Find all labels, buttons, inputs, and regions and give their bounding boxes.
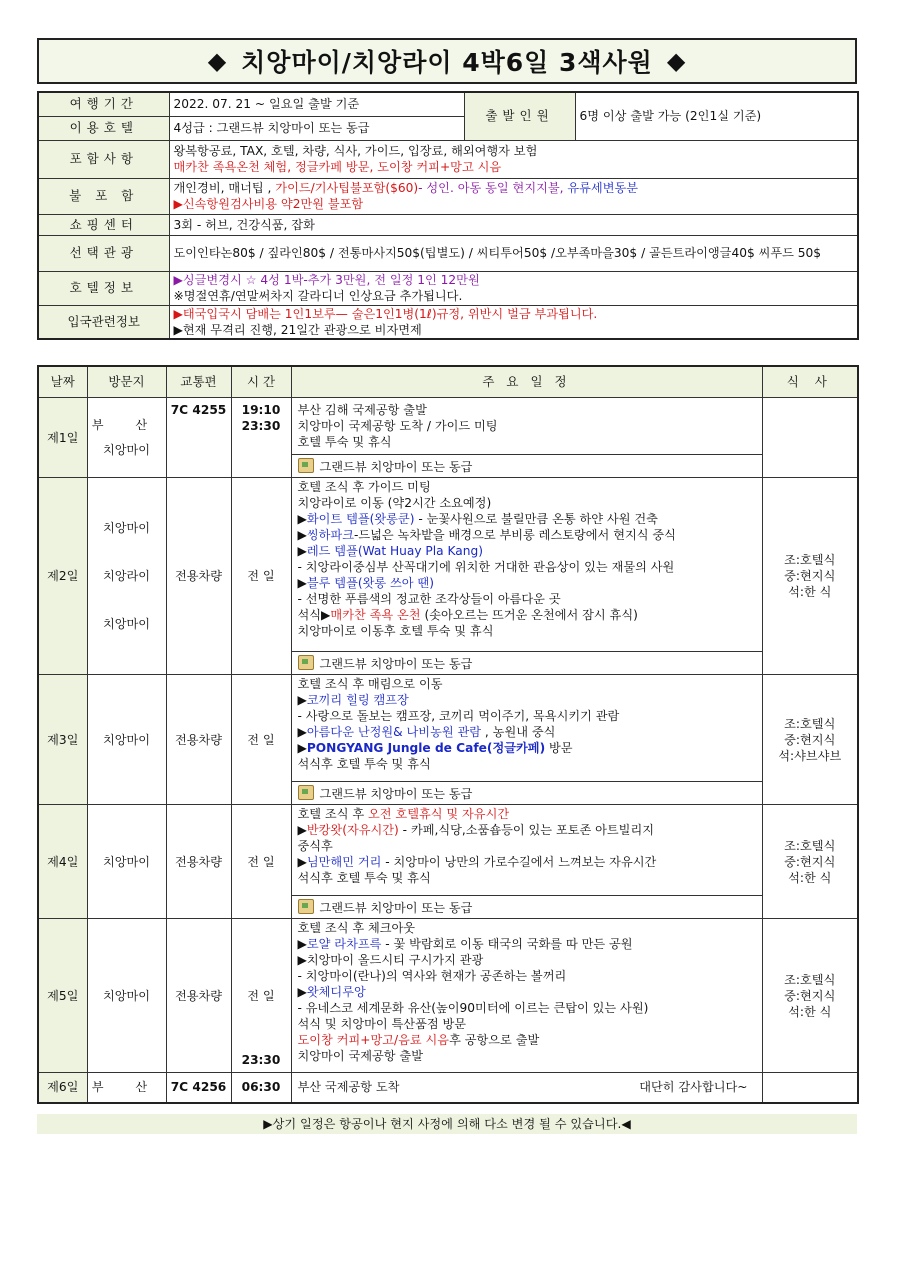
exclude-fuel: 유류세변동분 bbox=[567, 181, 639, 195]
meal-breakfast: 조:호텔식 bbox=[784, 716, 836, 731]
day3-place: 치앙마이 bbox=[87, 675, 166, 805]
schedule-line: ▶씽하파크-드넓은 녹차밭을 배경으로 부비롱 레스토랑에서 현지식 중식 bbox=[297, 528, 676, 542]
title-text: 치앙마이/치앙라이 4박6일 3색사원 bbox=[241, 48, 653, 77]
meal-lunch: 중:현지식 bbox=[784, 988, 836, 1003]
day1-flight: 7C 4255 bbox=[166, 398, 231, 478]
include-line: 왕복항공료, TAX, 호텔, 차량, 식사, 가이드, 입장료, 해외여행자 보험 bbox=[173, 144, 538, 158]
header-date: 날짜 bbox=[38, 366, 87, 398]
day5-time-depart: 23:30 bbox=[241, 1053, 281, 1067]
day4-hotel bbox=[291, 896, 762, 919]
hotelinfo-value bbox=[169, 271, 858, 305]
include-line-highlight: 매카찬 족욕온천 체험, 정글카페 방문, 도이창 커피+망고 시음 bbox=[173, 160, 502, 174]
day1-places bbox=[87, 398, 166, 478]
meal-lunch: 중:현지식 bbox=[784, 854, 836, 869]
footer-note: ▶상기 일정은 항공이나 현지 사정에 의해 다소 변경 될 수 있습니다.◀ bbox=[37, 1114, 857, 1134]
exclude-payment-note: - 성인. 아동 동일 현지지불, bbox=[418, 181, 568, 195]
day3-transport: 전용차량 bbox=[166, 675, 231, 805]
diamond-icon: ◆ bbox=[207, 47, 228, 75]
schedule-line: 석식▶매카찬 족욕 온천 (솟아오르는 뜨거운 온천에서 잠시 휴식) bbox=[297, 608, 638, 622]
day5-place: 치앙마이 bbox=[87, 919, 166, 1073]
schedule-line: 호텔 조식 후 오전 호텔휴식 및 자유시간 bbox=[297, 807, 510, 821]
include-label: 포함사항 bbox=[38, 140, 169, 178]
schedule-line: - 치앙마이(란나)의 역사와 현재가 공존하는 볼꺼리 bbox=[297, 969, 567, 983]
meal-lunch: 중:현지식 bbox=[784, 732, 836, 747]
meal-breakfast: 조:호텔식 bbox=[784, 838, 836, 853]
blue-temple: 블루 템플(왓롱 쓰아 땐) bbox=[306, 576, 434, 590]
hotelinfo-label: 호텔정보 bbox=[38, 271, 169, 305]
day5-meal bbox=[762, 919, 858, 1073]
tobacco-rule: ▶태국입국시 담배는 1인1보루— 술은1인1병(1ℓ)규정, 위반시 벌금 부과됩니다. bbox=[173, 306, 598, 321]
day4-transport: 전용차량 bbox=[166, 805, 231, 919]
schedule-line: ▶블루 템플(왓롱 쓰아 땐) bbox=[297, 576, 434, 590]
day6-schedule bbox=[291, 1073, 762, 1103]
shopping-value: 3회 - 허브, 건강식품, 잡화 bbox=[169, 214, 858, 235]
day1-hotel bbox=[291, 455, 762, 478]
hotel-label: 이용호텔 bbox=[38, 116, 169, 140]
meal-breakfast: 조:호텔식 bbox=[784, 553, 836, 567]
exclude-label: 불 포 함 bbox=[38, 178, 169, 214]
period-label: 여행기간 bbox=[38, 92, 169, 116]
red-temple: 레드 템플(Wat Huay Pla Kang) bbox=[306, 544, 483, 558]
meal-breakfast: 조:호텔식 bbox=[784, 972, 836, 987]
day4-time: 전 일 bbox=[231, 805, 291, 919]
schedule-line: 치앙마이 국제공항 출발 bbox=[297, 1049, 423, 1063]
info-table bbox=[37, 91, 859, 340]
departure-value: 6명 이상 출발 가능 (2인1실 기준) bbox=[575, 92, 858, 140]
meal-lunch: 중:현지식 bbox=[784, 569, 836, 583]
day5-transport: 전용차량 bbox=[166, 919, 231, 1073]
day4-label: 제4일 bbox=[38, 805, 87, 919]
header-transport: 교통편 bbox=[166, 366, 231, 398]
schedule-line: 중식후 bbox=[297, 839, 333, 853]
header-place: 방문지 bbox=[87, 366, 166, 398]
day6-place: 부 산 bbox=[87, 1073, 166, 1103]
include-value bbox=[169, 140, 858, 178]
day4-schedule bbox=[291, 805, 762, 896]
day3-time: 전 일 bbox=[231, 675, 291, 805]
schedule-line: 치앙마이 국제공항 도착 / 가이드 미팅 bbox=[297, 419, 498, 433]
day1-times bbox=[231, 398, 291, 478]
day1-place-busan: 부 산 bbox=[91, 418, 162, 432]
exclude-guide-tip: 가이드/기사팁불포함($60) bbox=[275, 181, 419, 195]
holiday-surcharge-note: ※명절연휴/연말써차지 갈라디너 인상요금 추가됩니다. bbox=[173, 289, 463, 303]
meal-dinner: 석:한 식 bbox=[788, 1004, 832, 1019]
schedule-line: 호텔 조식 후 체크아웃 bbox=[297, 921, 416, 935]
schedule-line: 치앙마이로 이동후 호텔 투숙 및 휴식 bbox=[297, 624, 494, 638]
day3-schedule bbox=[291, 675, 762, 782]
hotel-name: 그랜드뷰 치앙마이 또는 동급 bbox=[319, 459, 473, 474]
wat-chedi-luang: 왓체디루앙 bbox=[306, 985, 366, 999]
hotel-icon bbox=[298, 899, 314, 914]
schedule-line: ▶PONGYANG Jungle de Cafe(정글카페) 방문 bbox=[297, 741, 573, 755]
schedule-line: 호텔 조식 후 가이드 미팅 bbox=[297, 480, 431, 494]
day6-meal bbox=[762, 1073, 858, 1103]
hotel-name: 그랜드뷰 치앙마이 또는 동급 bbox=[319, 656, 473, 671]
schedule-line: ▶반캉왓(자유시간) - 카페,식당,소품숍등이 있는 포토존 아트빌리지 bbox=[297, 823, 655, 837]
hotel-name: 그랜드뷰 치앙마이 또는 동급 bbox=[319, 900, 473, 915]
header-schedule: 주 요 일 정 bbox=[291, 366, 762, 398]
visa-note: ▶현재 무격리 진행, 21일간 관광으로 비자면제 bbox=[173, 322, 422, 337]
day2-places bbox=[87, 478, 166, 675]
hotel-icon bbox=[298, 785, 314, 800]
exclude-text: 개인경비, 매너팁 , bbox=[173, 181, 276, 195]
coffee-tasting: 도이창 커피+망고/음료 시음 bbox=[297, 1033, 450, 1047]
schedule-line: ▶화이트 템플(왓롱쿤) - 눈꽃사원으로 불릴만큼 온통 하얀 사원 건축 bbox=[297, 512, 658, 526]
schedule-line: 치앙라이로 이동 (약2시간 소요예정) bbox=[297, 496, 492, 510]
diamond-icon: ◆ bbox=[666, 47, 687, 75]
meal-dinner: 석:한 식 bbox=[788, 870, 832, 885]
schedule-line: ▶코끼리 힐링 캠프장 bbox=[297, 693, 409, 707]
schedule-line: 석식 및 치앙마이 특산품점 방문 bbox=[297, 1017, 467, 1031]
option-value: 도이인타논80$ / 짚라인80$ / 전통마사지50$(팁별도) / 씨티투어50$ /오부족마을30$ / 골든트라이앵글40$ 씨푸드 50$ bbox=[169, 235, 858, 271]
orchid-farm: 아름다운 난정원& 나비농원 관람 bbox=[306, 725, 482, 739]
day1-schedule bbox=[291, 398, 762, 455]
day3-label: 제3일 bbox=[38, 675, 87, 805]
day6-flight: 7C 4256 bbox=[166, 1073, 231, 1103]
departure-label: 출발인원 bbox=[464, 92, 575, 140]
royal-park: 로얄 라차프륵 bbox=[306, 937, 382, 951]
schedule-line: 석식후 호텔 투숙 및 휴식 bbox=[297, 871, 431, 885]
day2-time: 전 일 bbox=[231, 478, 291, 675]
single-upgrade-note: ▶싱글변경시 ☆ 4성 1박-추가 3만원, 전 일정 1인 12만원 bbox=[173, 273, 480, 287]
day1-time-depart: 19:10 bbox=[241, 403, 281, 417]
schedule-line: ▶레드 템플(Wat Huay Pla Kang) bbox=[297, 544, 483, 558]
day2-place-chiangmai: 치앙마이 bbox=[102, 521, 151, 535]
meal-dinner: 석:샤브샤브 bbox=[778, 748, 842, 763]
day6-time: 06:30 bbox=[231, 1073, 291, 1103]
singha-park: 씽하파크 bbox=[306, 528, 354, 542]
schedule-line: 부산 국제공항 도착 bbox=[297, 1080, 400, 1095]
white-temple: 화이트 템플(왓롱쿤) bbox=[306, 512, 415, 526]
exclude-line bbox=[174, 180, 854, 196]
day2-place-chiangmai-return: 치앙마이 bbox=[102, 617, 151, 631]
schedule-line: 도이창 커피+망고/음료 시음후 공항으로 출발 bbox=[297, 1033, 540, 1047]
entry-value bbox=[169, 305, 858, 339]
day3-meal bbox=[762, 675, 858, 805]
day5-label: 제5일 bbox=[38, 919, 87, 1073]
schedule-line: 호텔 조식 후 매림으로 이동 bbox=[297, 677, 443, 691]
meal-dinner: 석:한 식 bbox=[788, 585, 832, 599]
schedule-line: 호텔 투숙 및 휴식 bbox=[297, 435, 392, 449]
schedule-line: ▶님만해민 거리 - 치앙마이 낭만의 가로수길에서 느껴보는 자유시간 bbox=[297, 855, 657, 869]
day1-place-chiangmai: 치앙마이 bbox=[102, 443, 151, 457]
day2-hotel bbox=[291, 652, 762, 675]
schedule-line: 석식후 호텔 투숙 및 휴식 bbox=[297, 757, 431, 771]
schedule-line: - 유네스코 세계문화 유산(높이90미터에 이르는 큰탑이 있는 사원) bbox=[297, 1001, 649, 1015]
schedule-line: ▶로얄 라차프륵 - 꽃 박람회로 이동 태국의 국화를 따 만든 공원 bbox=[297, 937, 633, 951]
jungle-cafe: PONGYANG Jungle de Cafe(정글카페) bbox=[306, 741, 546, 755]
day2-meal bbox=[762, 478, 858, 675]
day5-schedule bbox=[291, 919, 762, 1073]
exclude-value bbox=[169, 178, 858, 214]
hot-spring: 매카찬 족욕 온천 bbox=[330, 608, 421, 622]
day2-place-chiangrai: 치앙라이 bbox=[102, 569, 151, 583]
day1-meal bbox=[762, 398, 858, 478]
day1-time-arrive: 23:30 bbox=[241, 419, 281, 433]
day4-place: 치앙마이 bbox=[87, 805, 166, 919]
day4-meal bbox=[762, 805, 858, 919]
day2-transport: 전용차량 bbox=[166, 478, 231, 675]
schedule-line: ▶치앙마이 올드시티 구시가지 관광 bbox=[297, 953, 484, 967]
day3-hotel bbox=[291, 782, 762, 805]
free-time: 오전 호텔휴식 및 자유시간 bbox=[368, 807, 510, 821]
schedule-line: ▶아름다운 난정원& 나비농원 관람 , 농원내 중식 bbox=[297, 725, 556, 739]
schedule-line: - 사랑으로 돌보는 캠프장, 코끼리 먹이주기, 목욕시키기 관람 bbox=[297, 709, 620, 723]
day5-time-allday: 전 일 bbox=[247, 988, 275, 1003]
day2-schedule bbox=[291, 478, 762, 652]
hotel-icon bbox=[298, 458, 314, 473]
header-time: 시 간 bbox=[231, 366, 291, 398]
page-title bbox=[37, 38, 857, 84]
elephant-camp: 코끼리 힐링 캠프장 bbox=[306, 693, 409, 707]
schedule-line: - 선명한 푸름색의 정교한 조각상들이 아름다운 곳 bbox=[297, 592, 561, 606]
option-label: 선택관광 bbox=[38, 235, 169, 271]
day5-times bbox=[231, 919, 291, 1073]
itinerary-table bbox=[37, 365, 859, 1104]
hotel-name: 그랜드뷰 치앙마이 또는 동급 bbox=[319, 786, 473, 801]
schedule-line: ▶왓체디루앙 bbox=[297, 985, 366, 999]
nimman-street: 님만해민 거리 bbox=[306, 855, 382, 869]
entry-label: 입국관련정보 bbox=[38, 305, 169, 339]
schedule-line: 부산 김해 국제공항 출발 bbox=[297, 403, 427, 417]
day6-label: 제6일 bbox=[38, 1073, 87, 1103]
hotel-value: 4성급 : 그랜드뷰 치앙마이 또는 동급 bbox=[169, 116, 464, 140]
shopping-label: 쇼핑센터 bbox=[38, 214, 169, 235]
day2-label: 제2일 bbox=[38, 478, 87, 675]
exclude-test-cost: ▶신속항원검사비용 약2만원 불포함 bbox=[173, 197, 364, 211]
thanks-note: 대단히 감사합니다~ bbox=[639, 1080, 748, 1095]
period-value: 2022. 07. 21 ~ 일요일 출발 기준 bbox=[169, 92, 464, 116]
baan-kang-wat: 반캉왓(자유시간) bbox=[306, 823, 399, 837]
header-meal: 식 사 bbox=[762, 366, 858, 398]
day1-label: 제1일 bbox=[38, 398, 87, 478]
schedule-line: - 치앙라이중심부 산꼭대기에 위치한 거대한 관음상이 있는 재물의 사원 bbox=[297, 560, 675, 574]
hotel-icon bbox=[298, 655, 314, 670]
